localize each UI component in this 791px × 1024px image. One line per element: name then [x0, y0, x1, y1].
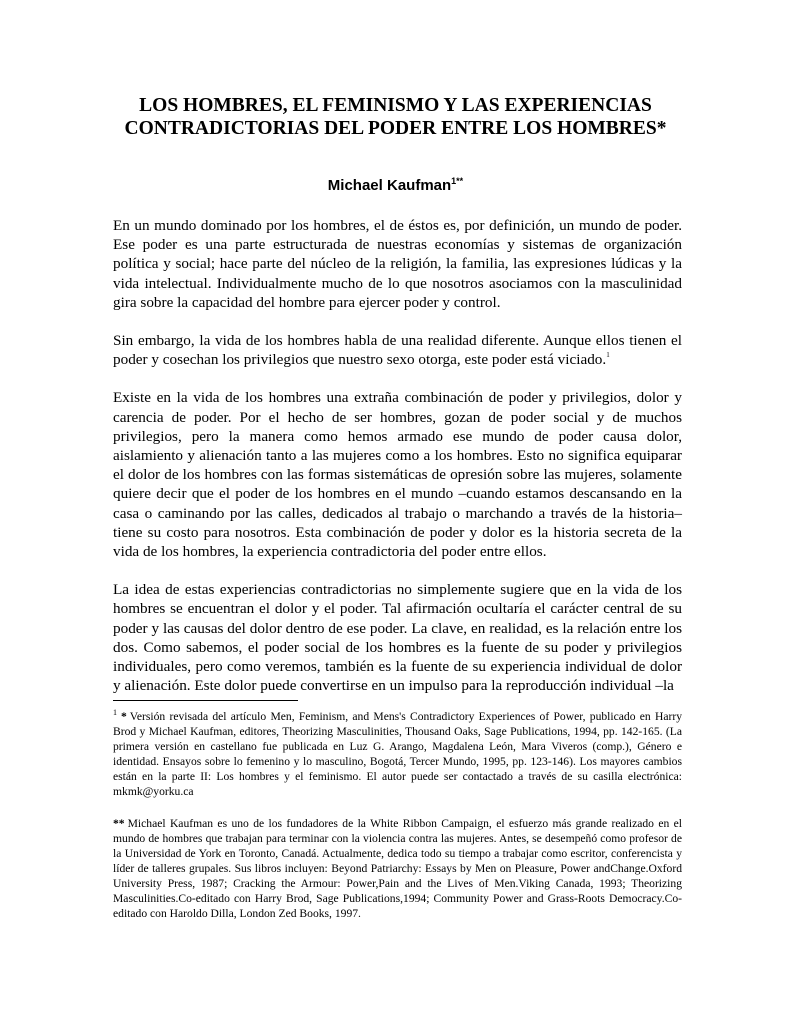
author-footnote-marker: 1** [451, 176, 464, 186]
paragraph-2-note-marker: 1 [606, 351, 610, 360]
paragraph-2 [113, 331, 682, 369]
paragraph-2-text: Sin embargo, la vida de los hombres habla de una realidad diferente. Aunque ellos tienen el poder y cosechan los privilegios que nuestro sexo otorga, este poder está viciado. [113, 332, 682, 369]
footnote-1-number: 1 [113, 708, 117, 717]
document-title: LOS HOMBRES, EL FEMINISMO Y LAS EXPERIENCIAS CONTRADICTORIAS DEL PODER ENTRE LOS HOMBRES* [124, 95, 667, 139]
author-name: Michael Kaufman [327, 177, 452, 194]
footnote-2-text: Michael Kaufman es uno de los fundadores de la White Ribbon Campaign, el esfuerzo más grande realizado en el mundo de hombres que trabajan para terminar con la violencia contra las mujeres. Antes, se desempeñó como profesor de la Universidad de York en Toronto, Canadá. Actualmente, dedica todo su tiempo a trabajar como escritor, conferencista y líder de talleres grupales. Sus libros incluyen: Beyond Patriarchy: Essays by Men on Pleasure, Power andChange.Oxford University Press, 1987; Cracking the Armour: Power,Pain and the Lives of Men.Viking Canada, 1993; Theorizing Masculinities.Co-editado con Harry Brod, Sage Publications,1994; Community Power and Grass-Roots Democracy.Co-editado con Haroldo Dilla, London Zed Books, 1997. [113, 816, 682, 921]
footnote-2-mark: ** [113, 816, 125, 830]
footnote-separator [113, 700, 298, 701]
body-text [113, 216, 682, 714]
paragraph-4: La idea de estas experiencias contradictorias no simplemente sugiere que en la vida de los hombres se encuentran el dolor y el poder. Tal afirmación ocultaría el carácter central de su poder y las causas del dolor dentro de ese poder. La clave, en realidad, es la relación entre los dos. Como sabemos, el poder social de los hombres es la fuente de su poder y privilegios individuales, pero como veremos, también es la fuente de su experiencia individual de dolor y alienación. Este dolor puede convertirse en un impulso para la reproducción individual –la [113, 581, 682, 695]
footnote-1-text: Versión revisada del artículo Men, Feminism, and Mens's Contradictory Experiences of Power, publicado en Harry Brod y Michael Kaufman, editores, Theorizing Masculinities, Thousand Oaks, Sage Publications, 1994, pp. 142-165. (La primera versión en castellano fue publicada en Luz G. Arango, Magdalena León, Mara Viveros (comp.), Género e identidad. Ensayos sobre lo femenino y lo masculino, Bogotá, Tercer Mundo, 1995, pp. 123-146). Los mayores cambios están en la parte II: Los hombres y el feminismo. El autor puede ser contactado a través de su casilla electrónica: mkmk@yorku.ca [113, 710, 682, 799]
footnote-1-mark: * [121, 710, 127, 723]
paragraph-3: Existe en la vida de los hombres una extraña combinación de poder y privilegios, dolor y carencia de poder. Por el hecho de ser hombres, gozan de poder social y de muchos privilegios, pero la manera como hemos armado ese mundo de poder causa dolor, aislamiento y alienación tanto a las mujeres como a los hombres. Esto no significa equiparar el dolor de los hombres con las formas sistemáticas de opresión sobre las mujeres, solamente quiere decir que el poder de los hombres en el mundo –cuando estamos descansando en la casa o caminando por las calles, dedicados al trabajo o marchando a través de la historia– tiene su costo para nosotros. Esta combinación de poder y dolor es la historia secreta de la vida de los hombres, la experiencia contradictoria del poder entre ellos. [113, 389, 682, 561]
paragraph-1: En un mundo dominado por los hombres, el de éstos es, por definición, un mundo de poder. Ese poder es una parte estructurada de nuestras economías y sistemas de organización política y social; hace parte del núcleo de la religión, la familia, las expresiones lúdicas y la vida intelectual. Individualmente mucho de lo que nosotros asociamos con la masculinidad gira sobre la capacidad del hombre para ejercer poder y control. [113, 217, 682, 311]
footnotes [113, 709, 682, 937]
footnote-2 [113, 816, 682, 922]
author-line [100, 176, 691, 196]
footnote-1 [113, 709, 682, 800]
